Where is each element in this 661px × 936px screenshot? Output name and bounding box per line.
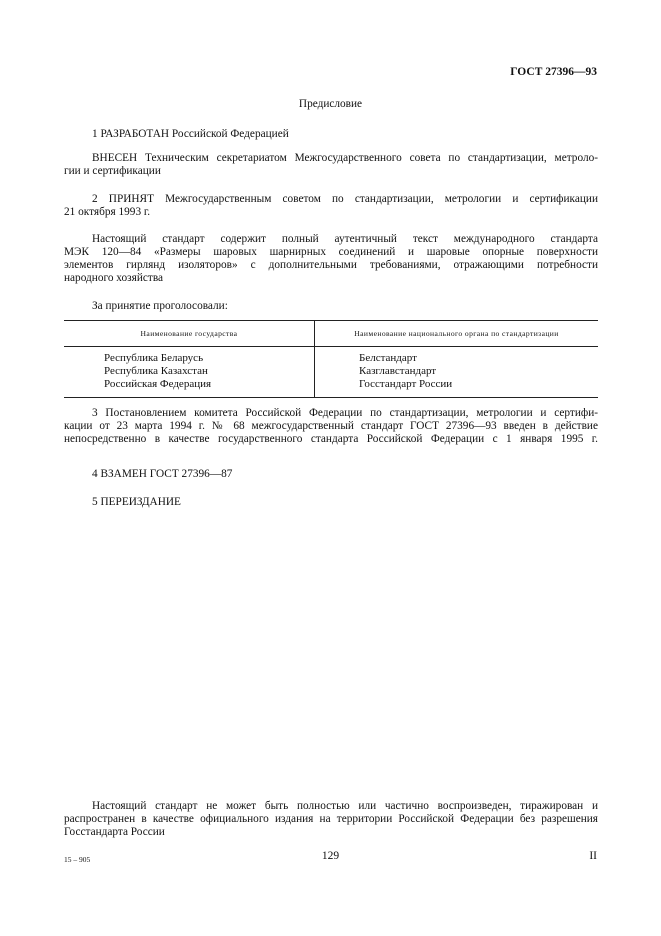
paragraph-line: 1 РАЗРАБОТАН Российской Федерацией	[92, 128, 289, 140]
paragraph-line: Настоящий стандарт не может быть полностью или частично воспроизведен, тиражирован и	[92, 800, 598, 812]
paragraph-line: МЭК 120—84 «Размеры шаровых шарнирных соединений и шаровые опорные поверхности	[64, 246, 598, 258]
table-header-row	[64, 321, 598, 347]
roman-page-number: II	[589, 850, 597, 862]
paragraph-content	[64, 233, 598, 285]
paragraph-line: За принятие проголосовали:	[92, 300, 228, 312]
paragraph-line: непосредственно в качестве государственного стандарта Российской Федерации с 1 января 1995 г.	[64, 433, 598, 445]
paragraph-line: Госстандарта России	[64, 826, 165, 838]
paragraph-line: 21 октября 1993 г.	[64, 206, 151, 218]
standards-body-name: Белстандарт	[359, 352, 417, 364]
document-code-header: ГОСТ 27396—93	[510, 66, 597, 78]
paragraph-replaces	[64, 468, 598, 481]
voting-caption	[64, 300, 598, 313]
column-header-state: Наименование государства	[64, 321, 315, 347]
voting-table	[64, 320, 598, 398]
copyright-notice	[64, 800, 598, 839]
paragraph-decree	[64, 407, 598, 446]
paragraph-line: 3 Постановлением комитета Российской Федерации по стандартизации, метрологии и сертифи-	[92, 407, 598, 419]
paragraph-developed	[64, 128, 598, 141]
standards-body-name: Госстандарт России	[359, 378, 453, 390]
state-name: Республика Беларусь	[104, 352, 204, 364]
paragraph-line: элементов гирлянд изоляторов» с дополнительными требованиями, отражающими потребности	[64, 259, 598, 271]
bodies-cell	[315, 347, 599, 398]
paragraph-line: народного хозяйства	[64, 272, 164, 284]
paragraph-submitted	[64, 152, 598, 178]
paragraph-line: 2 ПРИНЯТ Межгосударственным советом по стандартизации, метрологии и сертификации	[92, 193, 598, 205]
print-order-code: 15 – 905	[64, 855, 91, 864]
page-title: Предисловие	[298, 98, 363, 110]
paragraph-line: распространен в качестве официального издания на территории Российской Федерации без разрешения	[64, 813, 598, 825]
states-cell	[64, 347, 315, 398]
standards-body-name: Казглавстандарт	[359, 365, 437, 377]
paragraph-line: 5 ПЕРЕИЗДАНИЕ	[92, 496, 181, 508]
paragraph-line: кации от 23 марта 1994 г. № 68 межгосударственный стандарт ГОСТ 27396—93 введен в действие	[64, 420, 598, 432]
table-row	[64, 347, 598, 398]
paragraph-line: ВНЕСЕН Техническим секретариатом Межгосударственного совета по стандартизации, метроло-	[92, 152, 598, 164]
paragraph-reissue	[64, 496, 598, 509]
paragraph-adopted	[64, 193, 598, 219]
column-header-body: Наименование национального органа по стандартизации	[315, 321, 599, 347]
page-number: 129	[321, 850, 340, 862]
paragraph-line: Настоящий стандарт содержит полный аутентичный текст международного стандарта	[92, 233, 598, 245]
paragraph-line: 4 ВЗАМЕН ГОСТ 27396—87	[92, 468, 233, 480]
state-name: Республика Казахстан	[104, 365, 208, 377]
state-name: Российская Федерация	[104, 378, 212, 390]
paragraph-line: гии и сертификации	[64, 165, 161, 177]
